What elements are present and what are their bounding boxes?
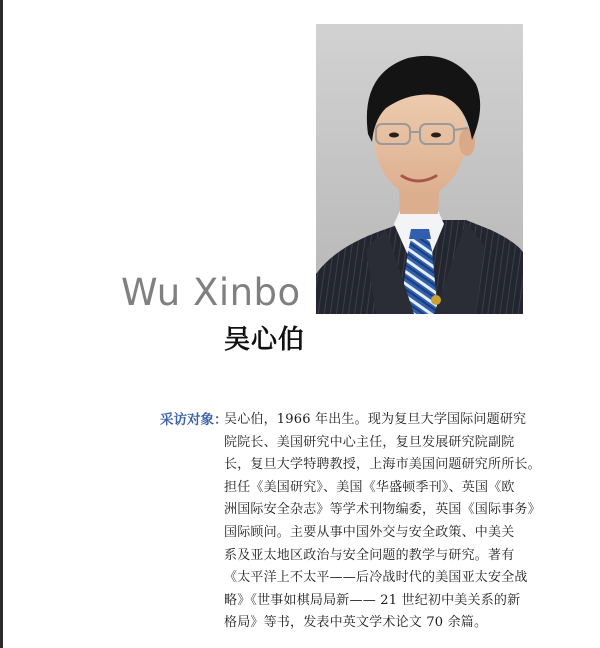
bio-line: 略》《世事如棋局局新—— 21 世纪初中美关系的新 (224, 592, 521, 608)
page-edge-border (0, 0, 3, 648)
portrait-photo (316, 24, 523, 314)
bio-line: 担任《美国研究》、美国《华盛顿季刊》、英国《欧 (224, 479, 515, 495)
bio-line: 国际顾问。主要从事中国外交与安全政策、中美关 (224, 524, 515, 540)
bio-line: 吴心伯，1966 年出生。现为复旦大学国际问题研究 (224, 412, 527, 427)
bio-line: 洲国际安全杂志》等学术刊物编委，英国《国际事务》 (224, 502, 541, 518)
bio-line: 系及亚太地区政治与安全问题的教学与研究。著有 (224, 547, 515, 563)
bio-line: 《太平洋上不太平——后冷战时代的美国亚太安全战 (224, 570, 528, 586)
bio-line: 格局》等书，发表中英文学术论文 70 余篇。 (224, 615, 488, 631)
bio-text (224, 409, 544, 635)
bio-line: 院院长、美国研究中心主任，复旦发展研究院副院 (224, 434, 515, 450)
english-name: Wu Xinbo (121, 271, 301, 314)
bio-label: 采访对象： (160, 412, 228, 428)
chinese-name: 吴心伯 (224, 325, 306, 355)
bio-line: 长，复旦大学特聘教授，上海市美国问题研究所所长。 (224, 457, 541, 473)
